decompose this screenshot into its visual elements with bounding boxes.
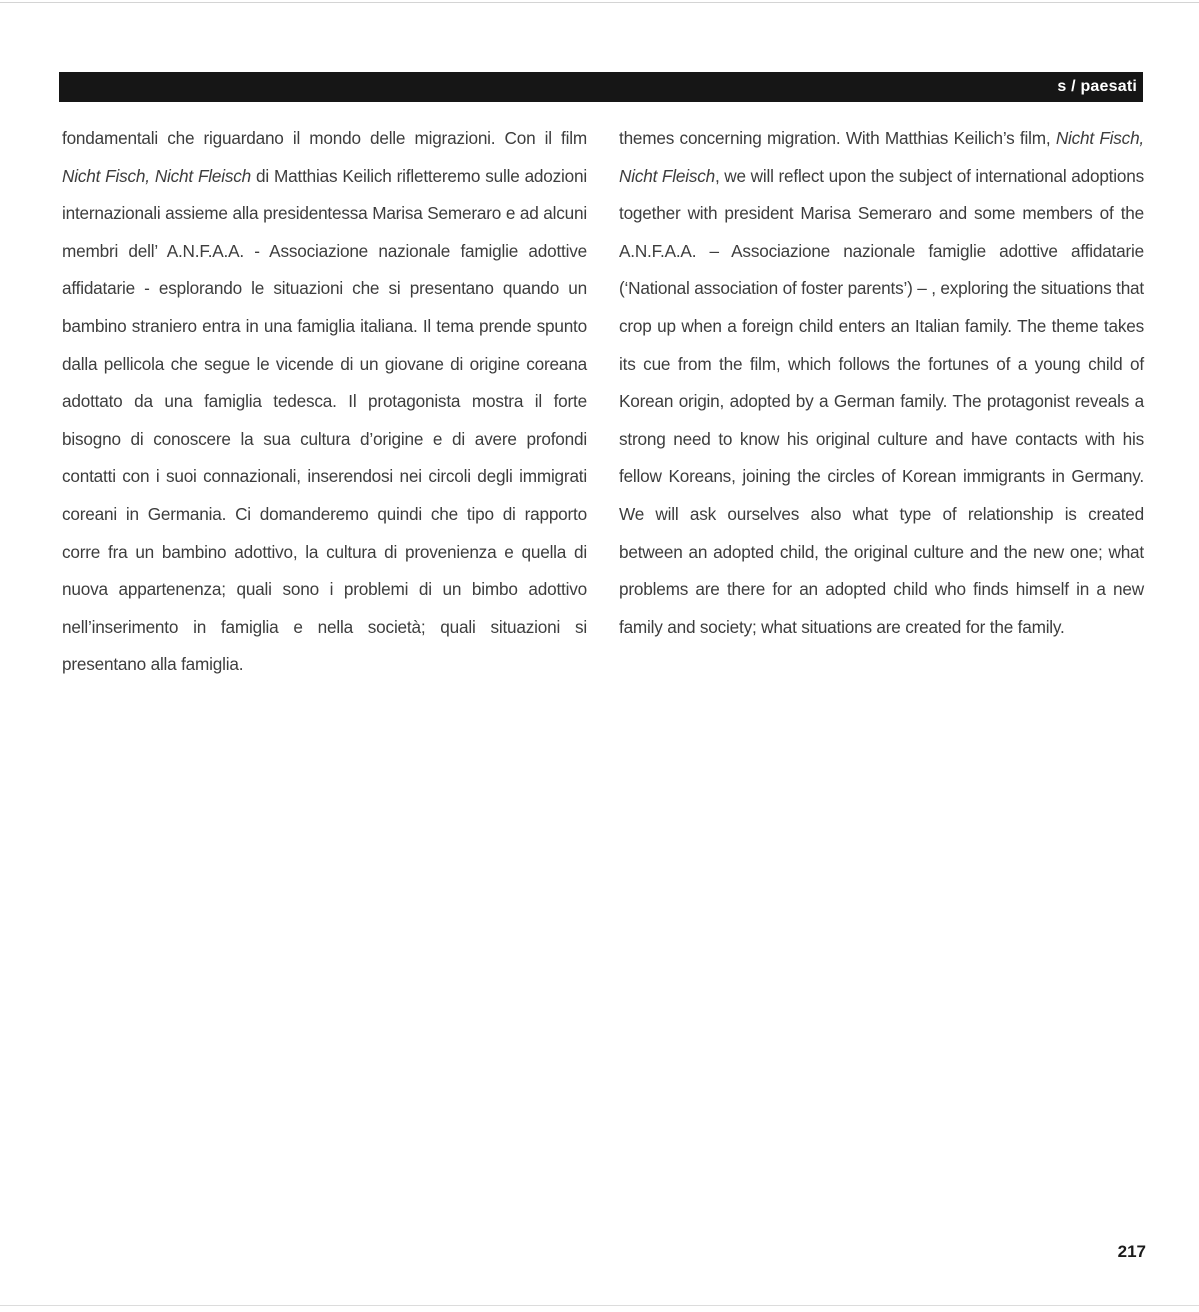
italian-text-part-2: di Matthias Keilich rifletteremo sulle adozioni internazionali assieme alla presidentessa Marisa Semeraro e ad alcuni membri dell’ A.N.F.A.A. - Associazione nazionale famiglie adottive affidatarie - esplorando le situazioni che si presentano quando un bambino straniero entra in una famiglia italiana. Il tema prende spunto dalla pellicola che segue le vicende di un giovane di origine coreana adottato da una famiglia tedesca. Il protagonista mostra il forte bisogno di conoscere la sua cultura d’origine e di avere profondi contatti con i suoi connazionali, inserendosi nei circoli degli immigrati coreani in Germania. Ci domanderemo quindi che tipo di rapporto corre fra un bambino adottivo, la cultura di provenienza e quella di nuova appartenenza; quali sono i problemi di un bimbo adottivo nell’inserimento in famiglia e nella società; quali situazioni si presentano alla famiglia. [62, 165, 587, 675]
italian-text-part-1: fondamentali che riguardano il mondo delle migrazioni. Con il film [62, 128, 587, 148]
english-text-part-2: , we will reflect upon the subject of international adoptions together with president Marisa Semeraro and some members of the A.N.F.A.A. – Associazione nazionale famiglie adottive affidatarie (‘National association of foster parents’) – , exploring the situations that crop up when a foreign child enters an Italian family. The theme takes its cue from the film, which follows the fortunes of a young child of Korean origin, adopted by a German family. The protagonist reveals a strong need to know his original culture and have contacts with his fellow Koreans, joining the circles of Korean immigrants in Germany. We will ask ourselves also what type of relationship is created between an adopted child, the original culture and the new one; what problems are there for an adopted child who finds himself in a new family and society; what situations are created for the family. [619, 165, 1144, 637]
italian-film-title: Nicht Fisch, Nicht Fleisch [62, 165, 252, 186]
page-bottom-edge [0, 1305, 1199, 1306]
english-text-column [619, 120, 1144, 646]
english-film-title: Nicht Fisch, Nicht Fleisch [619, 128, 1144, 186]
section-header-bar [59, 72, 1143, 102]
english-text-part-1: themes concerning migration. With Matthias Keilich’s film, [619, 128, 1056, 148]
italian-text-column [62, 120, 587, 684]
page-top-edge [0, 2, 1199, 3]
section-label: s / paesati [1057, 78, 1137, 95]
page-number: 217 [1117, 1242, 1146, 1261]
